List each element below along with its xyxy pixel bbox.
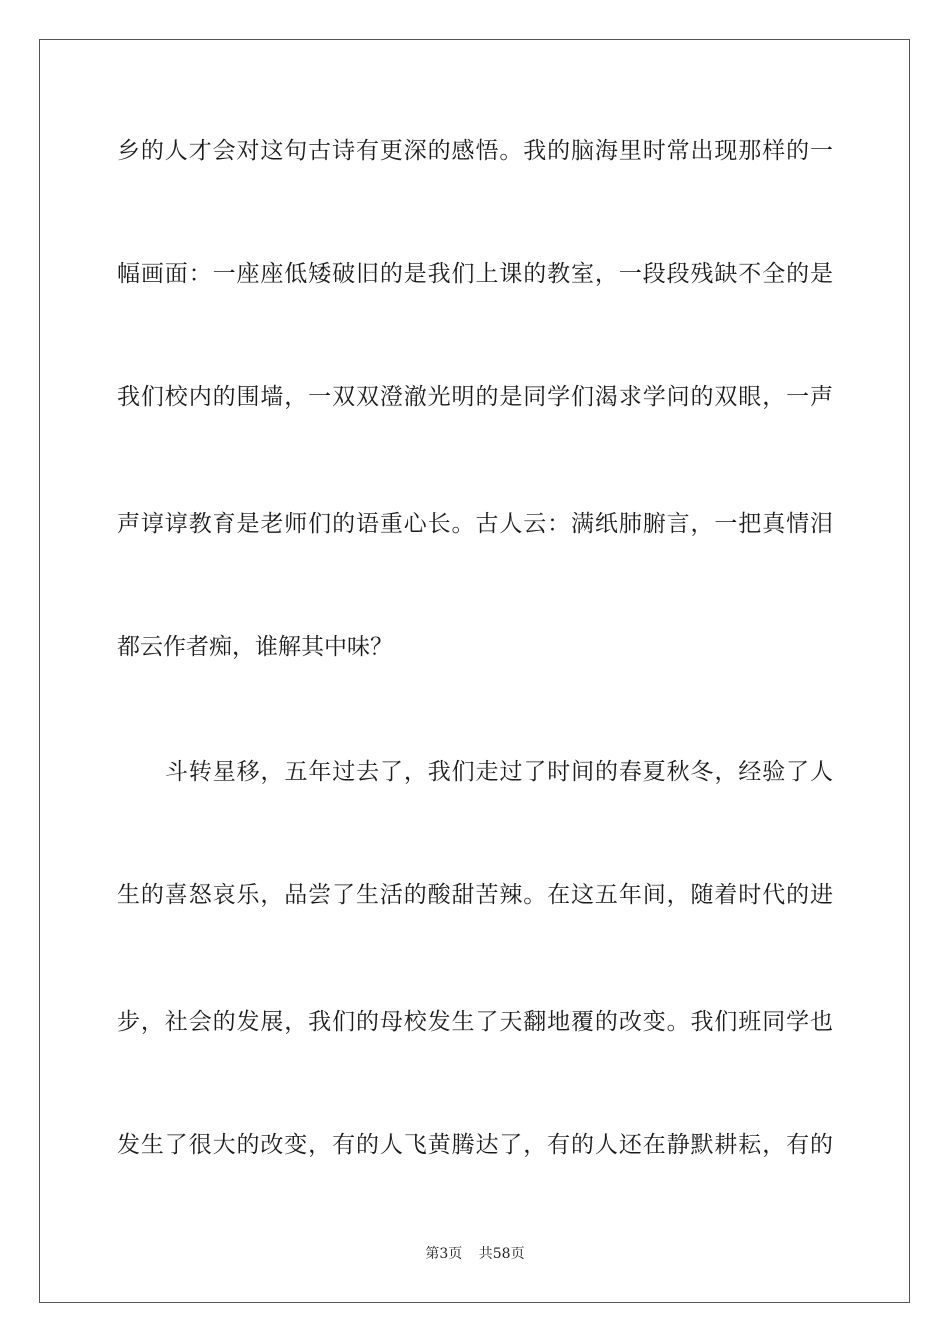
paragraph-line: 斗转星移，五年过去了，我们走过了时间的春夏秋冬，经验了人	[165, 759, 833, 785]
paragraph-line: 乡的人才会对这句古诗有更深的感悟。我的脑海里时常出现那样的一	[117, 138, 833, 164]
paragraph-line: 声谆谆教育是老师们的语重心长。古人云：满纸肺腑言，一把真情泪	[117, 511, 833, 537]
paragraph-line: 发生了很大的改变，有的人飞黄腾达了，有的人还在静默耕耘，有的	[117, 1132, 833, 1158]
paragraph-line: 幅画面：一座座低矮破旧的是我们上课的教室，一段段残缺不全的是	[117, 261, 833, 287]
page-footer	[0, 1244, 950, 1264]
total-page-count: 共58页	[478, 1246, 525, 1262]
paragraph-line: 步，社会的发展，我们的母校发生了天翻地覆的改变。我们班同学也	[117, 1009, 833, 1035]
paragraph-line: 生的喜怒哀乐，品尝了生活的酸甜苦辣。在这五年间，随着时代的进	[117, 882, 833, 908]
paragraph-line: 都云作者痴，谁解其中味？	[117, 634, 393, 660]
current-page-number: 第3页	[425, 1246, 463, 1262]
paragraph-line: 我们校内的围墙，一双双澄澈光明的是同学们渴求学问的双眼，一声	[117, 384, 833, 410]
